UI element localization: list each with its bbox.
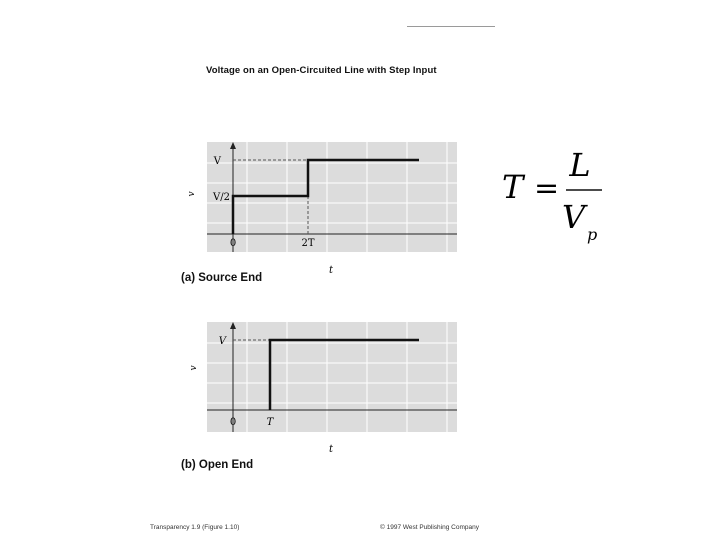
footer-left: Transparency 1.9 (Figure 1.10) — [150, 524, 240, 531]
plot-background — [207, 322, 457, 432]
x-axis-label: t — [328, 265, 334, 276]
x-tick-t: T — [266, 417, 274, 428]
formula-subscript: p — [587, 225, 598, 244]
open-end-caption: (b) Open End — [181, 459, 254, 471]
x-tick-zero: 0 — [229, 238, 237, 249]
top-rule — [407, 26, 495, 27]
footer-right: © 1997 West Publishing Company — [380, 524, 479, 531]
y-axis-label: v — [187, 191, 197, 197]
source-end-caption: (a) Source End — [181, 272, 263, 284]
x-tick-zero: 0 — [229, 417, 237, 428]
y-tick-v-half: V/2 — [213, 192, 230, 203]
y-tick-v: V — [218, 336, 226, 347]
figure-title: Voltage on an Open-Circuited Line with Step Input — [206, 65, 437, 76]
open-end-plot — [186, 318, 466, 463]
formula-equals: = — [534, 171, 560, 206]
source-end-plot — [186, 138, 466, 283]
formula-lhs: T — [502, 168, 524, 206]
x-axis-label: t — [328, 444, 334, 455]
x-tick-2t: 2T — [301, 238, 315, 249]
y-axis-label: v — [189, 365, 199, 371]
y-tick-v: V — [213, 156, 221, 167]
formula-numerator: L — [569, 146, 591, 184]
propagation-time-formula — [498, 136, 628, 256]
formula-denominator: V — [562, 198, 586, 236]
